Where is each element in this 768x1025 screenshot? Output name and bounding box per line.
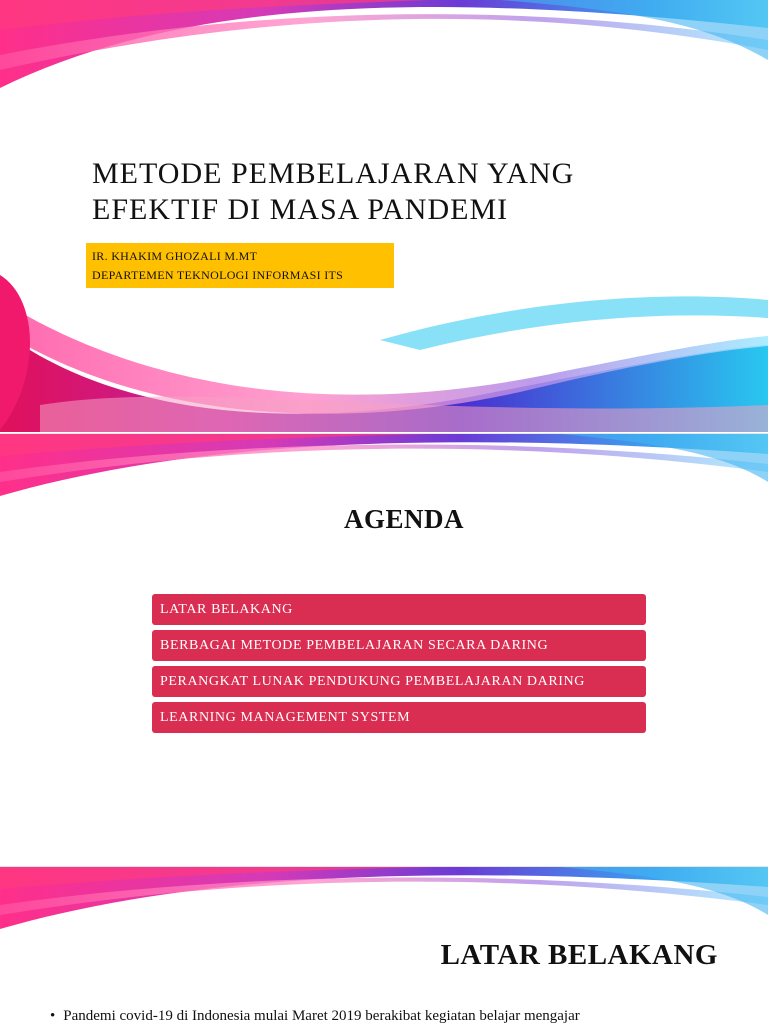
- agenda-slide: [0, 433, 768, 866]
- department-name: DEPARTEMEN TEKNOLOGI INFORMASI ITS: [92, 268, 344, 282]
- bullet-item: • Pandemi covid-19 di Indonesia mulai Maret 2019 berakibat kegiatan belajar mengajar: [50, 1007, 580, 1025]
- background-slide: [0, 866, 768, 1025]
- subtitle-box: [86, 243, 394, 288]
- agenda-item-metode-daring[interactable]: BERBAGAI METODE PEMBELAJARAN SECARA DARING: [152, 630, 646, 661]
- agenda-item-lms[interactable]: LEARNING MANAGEMENT SYSTEM: [152, 702, 646, 733]
- agenda-item-perangkat-lunak[interactable]: PERANGKAT LUNAK PENDUKUNG PEMBELAJARAN DARING: [152, 666, 646, 697]
- agenda-list: [152, 594, 646, 738]
- section-title: LATAR BELAKANG: [440, 939, 718, 971]
- presentation-title: [92, 156, 692, 228]
- title-slide: [0, 0, 768, 432]
- title-line-2: EFEKTIF DI MASA PANDEMI: [92, 193, 509, 226]
- title-line-1: METODE PEMBELAJARAN YANG: [92, 157, 575, 190]
- bullet-list: [50, 1007, 580, 1025]
- author-name: IR. KHAKIM GHOZALI M.MT: [92, 249, 258, 263]
- agenda-title: AGENDA: [343, 504, 464, 534]
- agenda-item-latar-belakang[interactable]: LATAR BELAKANG: [152, 594, 646, 625]
